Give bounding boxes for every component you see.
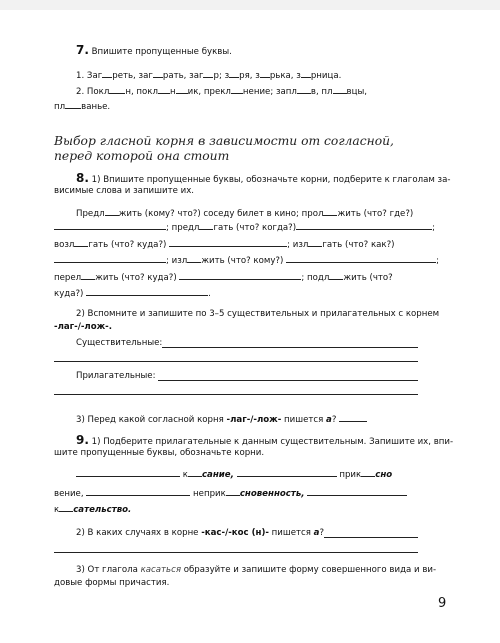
ex9-q2-answer-line-1 [324, 537, 418, 538]
ex9-q2-answer-line-2 [54, 552, 418, 553]
ex8-row-6: куда?) . [54, 289, 211, 299]
ex7-instruction: Впишите пропущенные буквы. [91, 47, 232, 57]
ex7-line-3: пл ванье. [54, 102, 111, 112]
section-heading-2: перед которой она стоит [54, 149, 230, 163]
ex7-header [76, 45, 232, 58]
ex8-row-3: возл гать (что? куда?) ; изл гать (что? как?) [54, 240, 395, 250]
ex9-row-3: к сательство. [54, 505, 132, 515]
ex8-question-1: 8. 1) Впишите пропущенные буквы, обозначьте корни, подберите к глаголам за- [76, 171, 451, 185]
nouns-label: Существительные: [76, 338, 163, 348]
ex9-number: 9. [76, 433, 89, 447]
nouns-answer-line-2 [54, 361, 418, 362]
ex9-row-2: вение, неприк сновенность, [54, 487, 407, 500]
section-heading-1: Выбор гласной корня в зависимости от согласной, [54, 134, 394, 148]
ex8-question-3: 3) Перед какой согласной корня -лаг-/-лож- пишется а? [76, 413, 367, 426]
ex8-question-1-cont: висимые слова и запишите их. [54, 186, 195, 196]
adjectives-answer-line-1 [158, 380, 418, 381]
ex7-number: 7. [76, 43, 89, 57]
ex7-line-2: 2. Покл н, покл н ик, прекл нение; запл в, пл вцы, [76, 87, 367, 97]
scan-top-band [0, 0, 500, 10]
ex8-question-2: 2) Вспомните и запишите по 3–5 существительных и прилагательных с корнем [76, 309, 440, 319]
adjectives-label: Прилагательные: [76, 371, 156, 381]
page-number: 9 [438, 596, 447, 611]
ex8-row-5: перел жить (что? куда?) ; подл жить (что? [54, 273, 393, 283]
ex8-number: 8. [76, 171, 89, 185]
ex9-row-1: к сание, прик сно [76, 468, 392, 481]
ex9-question-3-cont: довые формы причастия. [54, 578, 170, 588]
ex9-question-1-cont: шите пропущенные буквы, обозначьте корни. [54, 448, 265, 458]
ex9-question-3: 3) От глагола касаться образуйте и запишите форму совершенного вида и ви- [76, 565, 437, 575]
ex8-row-2: ; предл гать (что? когда?) ; [54, 221, 435, 234]
ex9-question-2: 2) В каких случаях в корне -кас-/-кос (н)- пишется а? [76, 528, 325, 538]
nouns-answer-line-1 [162, 347, 418, 348]
ex8-row-4: ; изл жить (что? кому?) ; [54, 254, 439, 267]
ex8-row-1: Предл жить (кому? что?) соседу билет в кино; прол жить (что? где?) [76, 209, 414, 219]
adjectives-answer-line-2 [54, 394, 418, 395]
ex8-question-2-root: -лаг-/-лож-. [54, 322, 113, 332]
ex7-line-1: 1. Заг реть, заг рать, заг р; з ря, з рька, з рница. [76, 71, 342, 81]
ex9-question-1: 9. 1) Подберите прилагательные к данным существительным. Запишите их, впи- [76, 433, 454, 447]
